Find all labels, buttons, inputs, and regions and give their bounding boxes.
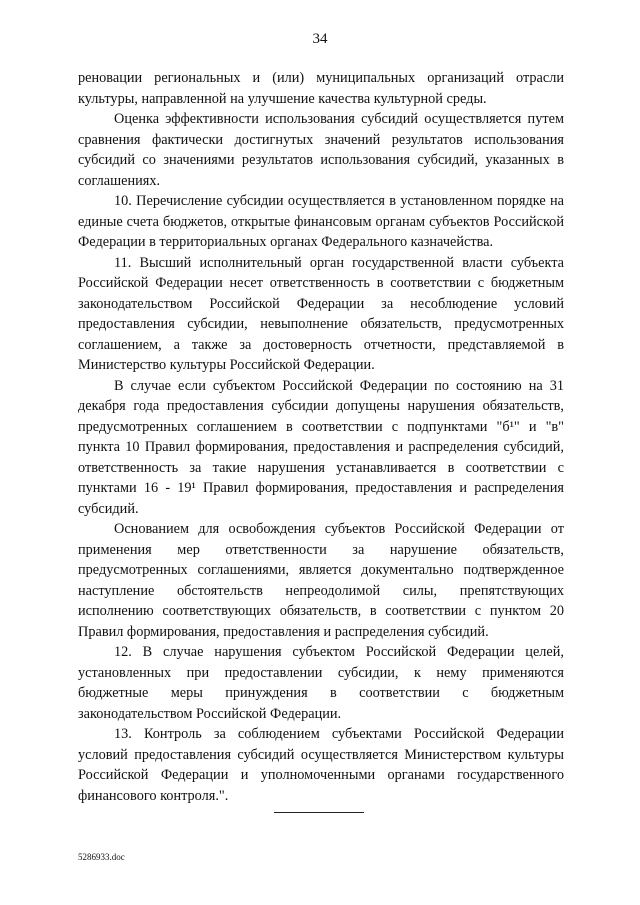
paragraph-renovation-continuation: реновации региональных и (или) муниципальных организаций отрасли культуры, направленной на улучшение качества культурной среды. [78, 70, 564, 107]
paragraph-item-10: 10. Перечисление субсидии осуществляется в установленном порядке на единые счета бюджетов, открытые финансовым органам субъектов Российской Федерации в территориальных органах Федерального казначейства. [78, 193, 564, 250]
paragraph-violations: В случае если субъектом Российской Федерации по состоянию на 31 декабря года предоставления субсидии допущены нарушения обязательств, предусмотренных соглашением в соответствии с подпунктами "б¹" и "в" пункта 10 Правил формирования, предоставления и распределения субсидий, ответственность за такие нарушения устанавливается в соответствии с пунктами 16 - 19¹ Правил формирования, предоставления и распределения субсидий. [78, 377, 564, 517]
paragraph-item-12: 12. В случае нарушения субъектом Российской Федерации целей, установленных при предоставлении субсидии, к нему применяются бюджетные меры принуждения в соответствии с бюджетным законодательством Российской Федерации. [78, 644, 564, 722]
end-divider [274, 812, 364, 813]
document-code: 5286933.doc [78, 852, 125, 862]
paragraph-item-13: 13. Контроль за соблюдением субъектами Российской Федерации условий предоставления субсидий осуществляется Министерством культуры Российской Федерации и уполномоченными органами государственного финансового контроля.". [78, 726, 564, 804]
paragraph-force-majeure: Основанием для освобождения субъектов Российской Федерации от применения мер ответственности за нарушение обязательств, предусмотренных соглашениями, является документально подтвержденное наступление обстоятельств непреодолимой силы, препятствующих исполнению соответствующих обязательств, в соответствии с пунктом 20 Правил формирования, предоставления и распределения субсидий. [78, 521, 564, 640]
paragraph-item-11: 11. Высший исполнительный орган государственной власти субъекта Российской Федерации несет ответственность в соответствии с бюджетным законодательством Российской Федерации за несоблюдение условий предоставления субсидии, невыполнение обязательств, предусмотренных соглашением, а также за достоверность отчетности, представляемой в Министерство культуры Российской Федерации. [78, 254, 564, 373]
paragraph-efficiency-assessment: Оценка эффективности использования субсидий осуществляется путем сравнения фактически достигнутых значений результатов использования субсидий со значениями результатов использования субсидий, указанных в соглашениях. [78, 111, 564, 189]
document-body [78, 68, 564, 806]
page-number: 34 [312, 31, 328, 47]
